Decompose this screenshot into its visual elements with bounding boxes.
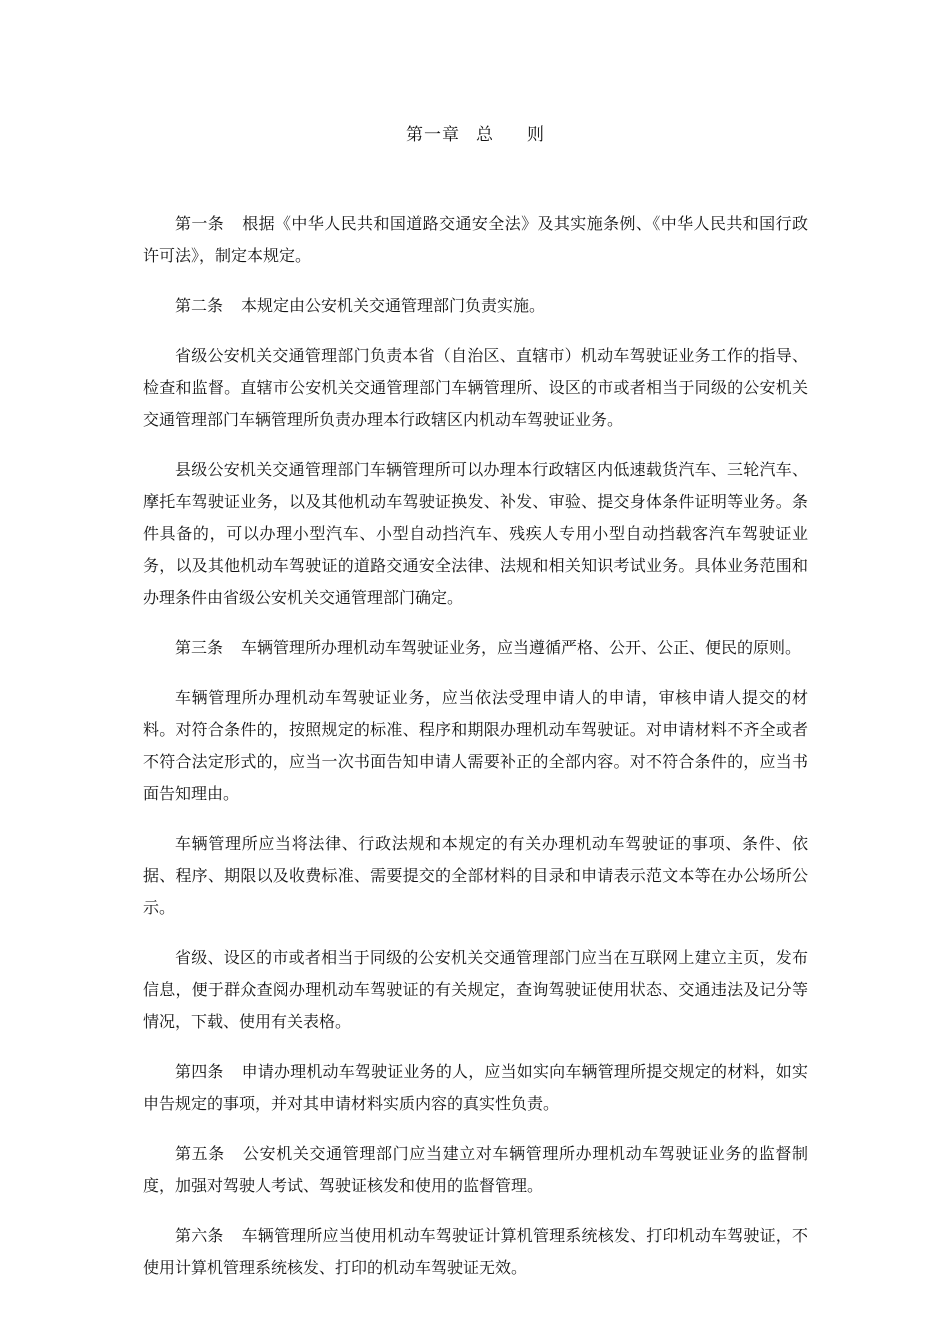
article-number: 第六条: [175, 1226, 224, 1245]
paragraph-article-6: [143, 1220, 808, 1284]
paragraph-article-5: [143, 1138, 808, 1202]
article-number: 第一条: [175, 214, 225, 233]
paragraph-text: 省级、设区的市或者相当于同级的公安机关交通管理部门应当在互联网上建立主页，发布信息，便于群众查阅办理机动车驾驶证的有关规定，查询驾驶证使用状态、交通违法及记分等情况，下载、使用有关表格。: [143, 948, 808, 1031]
paragraph-text: 根据《中华人民共和国道路交通安全法》及其实施条例、《中华人民共和国行政许可法》，制定本规定。: [143, 214, 808, 265]
paragraph-article-2: [143, 290, 808, 322]
chapter-title: [0, 121, 950, 149]
article-number: 第四条: [175, 1062, 224, 1081]
paragraph-text: 车辆管理所办理机动车驾驶证业务，应当遵循严格、公开、公正、便民的原则。: [241, 638, 802, 657]
article-number: 第三条: [175, 638, 224, 657]
article-number: 第二条: [175, 296, 224, 315]
article-number: 第五条: [175, 1144, 225, 1163]
paragraph: [143, 828, 808, 924]
paragraph-text: 车辆管理所办理机动车驾驶证业务，应当依法受理申请人的申请，审核申请人提交的材料。对符合条件的，按照规定的标准、程序和期限办理机动车驾驶证。对申请材料不齐全或者不符合法定形式的，应当一次书面告知申请人需要补正的全部内容。对不符合条件的，应当书面告知理由。: [143, 688, 808, 803]
paragraph-text: 车辆管理所应当使用机动车驾驶证计算机管理系统核发、打印机动车驾驶证，不使用计算机管理系统核发、打印的机动车驾驶证无效。: [143, 1226, 808, 1277]
document-body: [143, 208, 808, 1302]
paragraph-text: 县级公安机关交通管理部门车辆管理所可以办理本行政辖区内低速载货汽车、三轮汽车、摩托车驾驶证业务，以及其他机动车驾驶证换发、补发、审验、提交身体条件证明等业务。条件具备的，可以办理小型汽车、小型自动挡汽车、残疾人专用小型自动挡载客汽车驾驶证业务，以及其他机动车驾驶证的道路交通安全法律、法规和相关知识考试业务。具体业务范围和办理条件由省级公安机关交通管理部门确定。: [143, 460, 808, 607]
paragraph-text: 车辆管理所应当将法律、行政法规和本规定的有关办理机动车驾驶证的事项、条件、依据、程序、期限以及收费标准、需要提交的全部材料的目录和申请表示范文本等在办公场所公示。: [143, 834, 808, 917]
paragraph-text: 申请办理机动车驾驶证业务的人，应当如实向车辆管理所提交规定的材料，如实申告规定的事项，并对其申请材料实质内容的真实性负责。: [143, 1062, 808, 1113]
paragraph: [143, 454, 808, 614]
paragraph-article-4: [143, 1056, 808, 1120]
paragraph-text: 公安机关交通管理部门应当建立对车辆管理所办理机动车驾驶证业务的监督制度，加强对驾驶人考试、驾驶证核发和使用的监督管理。: [143, 1144, 808, 1195]
chapter-number: 第一章: [406, 125, 460, 145]
paragraph: [143, 682, 808, 810]
chapter-name: 总则: [476, 125, 578, 145]
paragraph-text: 省级公安机关交通管理部门负责本省（自治区、直辖市）机动车驾驶证业务工作的指导、检查和监督。直辖市公安机关交通管理部门车辆管理所、设区的市或者相当于同级的公安机关交通管理部门车辆管理所负责办理本行政辖区内机动车驾驶证业务。: [143, 346, 808, 429]
paragraph: [143, 340, 808, 436]
paragraph: [143, 942, 808, 1038]
paragraph-article-3: [143, 632, 808, 664]
paragraph-text: 本规定由公安机关交通管理部门负责实施。: [241, 296, 546, 315]
paragraph-article-1: [143, 208, 808, 272]
